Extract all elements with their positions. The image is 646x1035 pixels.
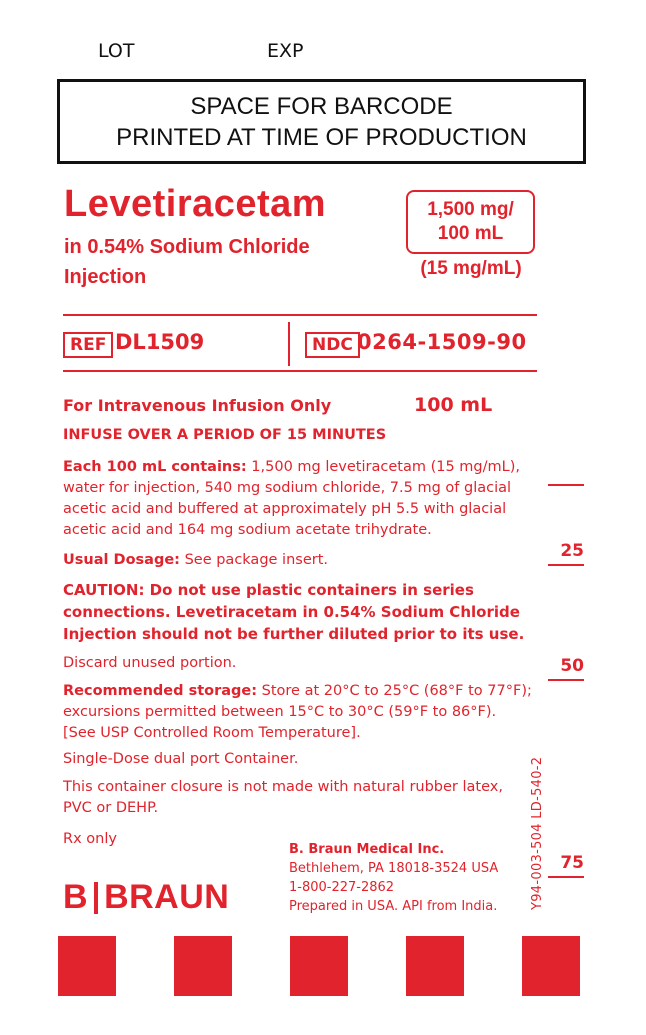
infuse-text: INFUSE OVER A PERIOD OF 15 MINUTES xyxy=(63,427,387,443)
ndc-value: 0264-1509-90 xyxy=(357,330,527,354)
concentration: (15 mg/mL) xyxy=(420,258,522,279)
dosage-label: Usual Dosage: xyxy=(63,552,180,568)
vertical-product-code: Y94-003-504 LD-540-2 xyxy=(530,756,545,910)
logo-right: BRAUN xyxy=(104,878,230,916)
divider-bottom xyxy=(63,370,537,372)
barcode-placeholder-box xyxy=(57,79,586,164)
ref-value: DL1509 xyxy=(115,330,205,354)
exp-label: EXP xyxy=(267,40,304,62)
discard-text: Discard unused portion. xyxy=(63,655,237,671)
single-dose-text: Single-Dose dual port Container. xyxy=(63,751,299,767)
contents-text: 1,500 mg levetiracetam (15 mg/mL), water for injection, 540 mg sodium chloride, 7.5 mg of glacial acetic acid and buffered at approximately pH 5.5 with glacial acetic acid and 164 mg sodium acetate trihydrate. xyxy=(63,459,520,538)
barcode-line-2: PRINTED AT TIME OF PRODUCTION xyxy=(116,123,527,151)
product-subtitle-line-2: Injection xyxy=(64,266,147,288)
graduation-tick xyxy=(548,484,584,486)
ref-symbol: REF xyxy=(63,332,113,358)
logo-left: B xyxy=(63,878,89,916)
manufacturer-name: B. Braun Medical Inc. xyxy=(289,842,445,857)
volume-text: 100 mL xyxy=(414,394,493,416)
print-square xyxy=(522,936,580,996)
divider-top xyxy=(63,314,537,316)
print-square xyxy=(58,936,116,996)
product-subtitle-line-1: in 0.54% Sodium Chloride xyxy=(64,236,310,258)
manufacturer-block xyxy=(289,840,498,916)
logo-bar xyxy=(94,882,98,914)
contents-label: Each 100 mL contains: xyxy=(63,459,247,475)
print-square xyxy=(290,936,348,996)
graduation-tick xyxy=(548,679,584,681)
lot-label: LOT xyxy=(98,40,135,62)
contents-paragraph xyxy=(63,457,523,541)
dosage-text: See package insert. xyxy=(179,552,329,568)
barcode-line-1: SPACE FOR BARCODE xyxy=(190,92,453,120)
graduation-label: 25 xyxy=(560,541,584,561)
divider-vertical xyxy=(288,322,290,366)
strength-line-2: 100 mL xyxy=(437,223,504,244)
graduation-tick xyxy=(548,564,584,566)
product-name: Levetiracetam xyxy=(64,183,327,225)
storage-label: Recommended storage: xyxy=(63,683,258,699)
print-square xyxy=(406,936,464,996)
print-square xyxy=(174,936,232,996)
bbraun-logo xyxy=(63,878,229,917)
ndc-symbol: NDC xyxy=(305,332,360,358)
caution-paragraph: CAUTION: Do not use plastic containers in series connections. Levetiracetam in 0.54% Sodium Chloride Injection should not be further diluted prior to its use. xyxy=(63,581,525,643)
graduation-label: 75 xyxy=(560,853,584,873)
route-text: For Intravenous Infusion Only xyxy=(63,396,332,415)
manufacturer-phone: 1-800-227-2862 xyxy=(289,880,395,895)
graduation-label: 50 xyxy=(560,656,584,676)
strength-line-1: 1,500 mg/ xyxy=(427,199,514,220)
storage-text: Store at 20°C to 25°C (68°F to 77°F); excursions permitted between 15°C to 30°C (59°F to 86°F). [See USP Controlled Room Temperature]. xyxy=(63,683,532,741)
latex-statement: This container closure is not made with natural rubber latex, PVC or DEHP. xyxy=(63,779,503,816)
strength-box xyxy=(406,190,535,254)
storage-paragraph xyxy=(63,681,533,744)
product-subtitle xyxy=(64,232,310,292)
manufacturer-origin: Prepared in USA. API from India. xyxy=(289,899,498,914)
graduation-tick xyxy=(548,876,584,878)
dosage-paragraph xyxy=(63,550,523,571)
rx-only-text: Rx only xyxy=(63,831,117,847)
manufacturer-address: Bethlehem, PA 18018-3524 USA xyxy=(289,861,499,876)
